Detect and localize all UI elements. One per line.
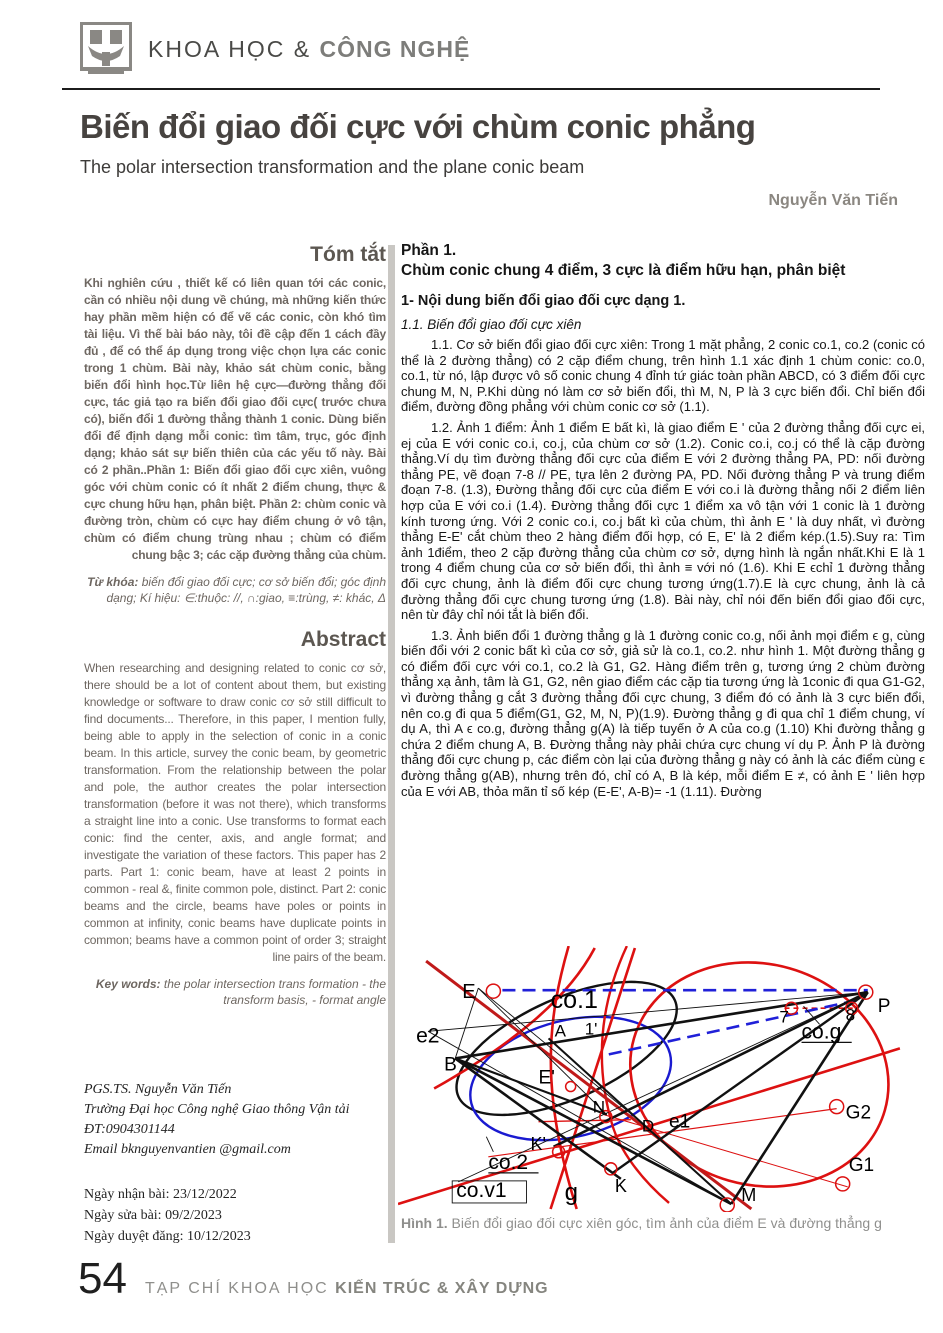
- page-number: 54: [78, 1254, 127, 1303]
- figure-label-8: 8: [845, 1005, 856, 1025]
- abstract-en-heading: Abstract: [300, 628, 386, 651]
- figure-caption-label: Hình 1.: [401, 1215, 448, 1231]
- figure-label-1': 1': [584, 1019, 598, 1039]
- journal-name-right: CÔNG NGHỆ: [319, 35, 471, 62]
- date-accepted: Ngày duyệt đăng: 10/12/2023: [84, 1229, 251, 1244]
- figure-label-g: g: [564, 1178, 579, 1206]
- date-revised: Ngày sửa bài: 09/2/2023: [84, 1208, 222, 1223]
- author-email: Email bknguyenvantien @gmail.com: [84, 1142, 291, 1157]
- figure-caption-text: Biến đổi giao đối cực xiên góc, tìm ảnh của điểm E và đường thẳng g: [447, 1215, 882, 1231]
- abstract-vi-heading: Tóm tắt: [310, 243, 386, 266]
- figure-label-K: K: [614, 1175, 627, 1196]
- footer-journal: [145, 1280, 549, 1298]
- author-info: [84, 1080, 386, 1160]
- figure-label-M: M: [741, 1184, 757, 1205]
- abstract-vi-body: Khi nghiên cứu , thiết kế có liên quan tới các conic, cần có nhiều nội dung về chúng, mà những kiến thức hay phần mềm hiện có để vẽ các conic, còn khó tìm tài liệu. Vì thế bài báo này, tôi đề cập đến 1 cách đầy đủ , để có thể áp dụng trong việc chọn lựa các conic trong 1 chùm. Bài này, khảo sát chùm conic, bằng biến đổi hình học.Từ liên hệ cực—đường thẳng đối cực, tác giả tạo ra biến đổi giao đối cực( trước chưa có), biến đổi 1 đường thẳng thành 1 conic. Dùng biến đổi để định dạng mỗi conic: tìm tâm, trục, góc định dạng; khảo sát sự biến thiên của các yếu tố này. Bài có 2 phần..Phần 1: Biến đổi giao đối cực xiên, vuông góc với chùm conic có ít nhất 2 điểm chung, thực & cực chung hữu hạn, phân biệt. Phần 2: chùm conic và đường tròn, chùm có cực hay điểm chung ở vô tận, chùm có điểm chung trùng nhau ; chùm có điểm chung bậc 3; các cặp đường thẳng của chùm.: [84, 276, 386, 562]
- section-heading: 1- Nội dung biến đổi giao đối cực dạng 1.: [401, 293, 686, 309]
- figure-label-B: B: [444, 1054, 457, 1076]
- figure-label-N: N: [592, 1097, 606, 1117]
- article-dates: [84, 1184, 386, 1247]
- figure: [398, 946, 930, 1212]
- footer-journal-name: TẠP CHÍ KHOA HỌC: [144, 1280, 336, 1297]
- footer-journal-name-bold: KIẾN TRÚC & XÂY DỰNG: [335, 1280, 549, 1297]
- figure-label-G1: G1: [848, 1154, 875, 1176]
- keywords-en-text: the polar intersection trans formation - the transform basis, - format angle: [163, 977, 386, 1007]
- abstract-en-body: When researching and designing related to conic cơ sở, there should be a lot of content about them, but existing knowledge or software to draw conic cơ sở still difficult to find documents... Therefore, in this paper, I mention fully, being able to apply in the selection of conic in a conic beam. In this article, survey the conic beam, by geometric transformation. From the relationship between the polar and pole, the author creates the polar intersection transformation (before it was not there), which transforms a straight line into a conic. Use transforms to format each conic: find the center, axis, and angle format; and investigate the variation of these factors. This paper has 2 parts. Part 1: conic beam, have at least 2 points in common - real &, finite common pole, distinct. Part 2: conic beams and the circle, beams have poles or points in common at infinity, conic beams have duplicate points in common; beams have a common point of order 3; straight line pairs of the beam.: [84, 661, 386, 964]
- point-Ep: [566, 1082, 576, 1092]
- sidebar: [84, 243, 386, 1247]
- keywords-vi-label: Từ khóa:: [87, 575, 142, 589]
- masthead: [80, 22, 470, 76]
- keywords-en: [84, 976, 386, 1008]
- figure-label-A: A: [554, 1021, 566, 1041]
- figure-label-E': E': [538, 1067, 555, 1089]
- co2-leader: [486, 1137, 493, 1152]
- keywords-vi-text: biến đổi giao đối cực; cơ sở biến đổi; góc định dạng; Kí hiệu: ∈:thuộc: //, ∩:giao, ≡:trùng, ≠: khác, Δ: [106, 575, 386, 605]
- main-column: [401, 241, 925, 799]
- figure-label-co.1: co.1: [550, 986, 598, 1015]
- figure-label-co.2: co.2: [488, 1150, 529, 1174]
- line-P-Kp: [554, 992, 868, 1147]
- line-P-K: [613, 992, 868, 1173]
- author-info-line: ĐT:0904301144: [84, 1122, 175, 1137]
- figure-label-co.v1: co.v1: [456, 1178, 507, 1202]
- article-title: Biến đổi giao đối cực với chùm conic phẳng: [80, 108, 756, 145]
- figure-svg: [398, 946, 930, 1212]
- figure-label-e2: e2: [416, 1024, 440, 1048]
- part-heading-line1: Phần 1.: [401, 242, 457, 259]
- figure-label-G2: G2: [845, 1102, 872, 1124]
- author-info-line: PGS.TS. Nguyễn Văn Tiến: [84, 1082, 232, 1097]
- point-E: [486, 984, 500, 998]
- paragraph-1-3: 1.3. Ảnh biến đổi 1 đường thẳng g là 1 đường conic co.g, nối ảnh mọi điểm ϵ g, cùng biến đổi với 2 conic bất kì của cơ sở, giả sử là co.1, co.2. như hình 1. Một đường thẳng g có điểm đối cực với co.1, co.2 là G1, G2. Hàng điểm trên g, tương ứng 2 chùm đường thẳng xạ ảnh, tâm là G1, G2, nên giao điểm các cặp tia tương ứng là 1conic đi qua G1-G2, vì đường thẳng g cắt 3 đường thẳng đối cực chung, 3 điểm đó có ảnh là 3 cực biến đổi, nên co.g đi qua 5 điểm(G1, G2, M, N, P)(1.9). Đường thẳng g đi qua chỉ 1 điểm chung, ví dụ A, thì A ϵ co.g, đường thẳng g(A) là tiếp tuyến ở A của co.g (1.10) Khi đường thẳng g chứa 2 điểm chung A, B. Đường thẳng này phải chứa cực chung ví dụ P. Ảnh P là đường thẳng đối cực chung p, các điểm còn lại của đường thẳng g này có ảnh là các điểm cùng ϵ đường thẳng g(AB), nhưng trên đó, chỉ có A, B là kép, mỗi điểm E ≠, có ảnh E ' liên hợp của E với AB, thỏa mãn tỉ số kép (E-E', A-B)= -1 (1.11). Đường: [401, 627, 925, 799]
- date-received: Ngày nhận bài: 23/12/2022: [84, 1187, 237, 1202]
- line-B-N: [455, 1058, 607, 1114]
- article-subtitle: The polar intersection transformation and the plane conic beam: [80, 157, 585, 177]
- masthead-rule: [62, 88, 880, 90]
- figure-label-E: E: [462, 981, 476, 1004]
- footer: [78, 1254, 549, 1304]
- figure-caption: [401, 1214, 906, 1233]
- figure-label-7: 7: [779, 1007, 789, 1027]
- figure-label-P: P: [877, 996, 891, 1018]
- journal-logo-icon: [80, 22, 132, 76]
- figure-label-D: D: [641, 1116, 655, 1136]
- part-heading-line2: Chùm conic chung 4 điểm, 3 cực là điểm hữu hạn, phân biệt: [401, 262, 846, 279]
- subsection-heading: 1.1. Biến đổi giao đối cực xiên: [401, 317, 582, 332]
- keywords-vi: [84, 574, 386, 606]
- journal-name: [148, 36, 470, 63]
- paragraph-1-1: 1.1. Cơ sở biến đổi giao đối cực xiên: Trong 1 mặt phẳng, 2 conic co.1, co.2 (conic có thể là 2 đường thẳng) có 2 cặp điểm chung, trên hình 1.1 xác định 1 chùm conic: co.0, co.1, từ nó, lập được vô số conic chung 4 đỉnh tứ giác toàn phần ABCD, có 3 điểm đối cực chung M, N, P.Khi dùng nó làm cơ sở biến đổi, thì M, N, P là 3 cực biến đổi. Chỉ biến đổi điểm, đường đồng phẳng với chùm conic cơ sở (1.1).: [401, 337, 925, 415]
- paragraph-1-2: 1.2. Ảnh 1 điểm: Ảnh 1 điểm E bất kì, là giao điểm E ' của 2 đường thẳng đối cực ei, ej của E với conic co.i, co.j, của chùm cơ sở (1.2). Conic co.i, co.j có thể là cặp đường thẳng.Ví dụ tìm đường thẳng đối cực của điểm E với 2 đường thẳng PA, PD: nối đường thẳng PE, vẽ đoạn 7-8 // PE, tựa lên 2 đường PA, PD. Nối đường thẳng P và trung điểm đoạn 7-8. (1.3), Đường thẳng đối cực của điểm E với co.i là đường thẳng nối 2 điểm liên hợp của E với co.i (1.4). Đường thẳng đối cực 1 điểm xa vô tận với 1 conic là 1 đường kính tương ứng. Với 2 conic co.i, co.j bất kì của chùm, thì ảnh E ' là duy nhất, vì đường thẳng E-E' cắt chùm theo 2 hàng điểm đối hợp, có E, E' là 2 điểm kép.(1.5).Suy ra: Tìm ảnh 1điểm, theo 2 cặp đường thẳng của chùm cơ sở, dựng hình là ngắn nhất.Khi E là 1 trong 4 điểm chung của cơ sở biến đổi, thì ảnh ≡ với nó (1.6). Khi E ϵchỉ 1 đường thẳng đối cực chung, ảnh là điểm đối cực chung tương ứng(1.7).E là cực chung, ảnh là cả đường thẳng đối cực chung tương ứng (1.8). Bài này, chỉ nói đến biến đổi giao đối cực, nên từ đây chỉ nói tắt là biến đổi.: [401, 419, 925, 623]
- column-separator: [388, 245, 395, 1243]
- journal-name-left: KHOA HỌC &: [148, 35, 320, 62]
- point-G2: [830, 1100, 844, 1114]
- author-info-line: Trường Đại học Công nghệ Giao thông Vận tải: [84, 1102, 350, 1117]
- author-name: Nguyễn Văn Tiến: [768, 192, 898, 209]
- figure-label-e1: e1: [669, 1111, 691, 1133]
- keywords-en-label: Key words:: [95, 977, 164, 991]
- figure-label-co.g: co.g: [801, 1020, 842, 1044]
- figure-label-K': K': [530, 1133, 546, 1154]
